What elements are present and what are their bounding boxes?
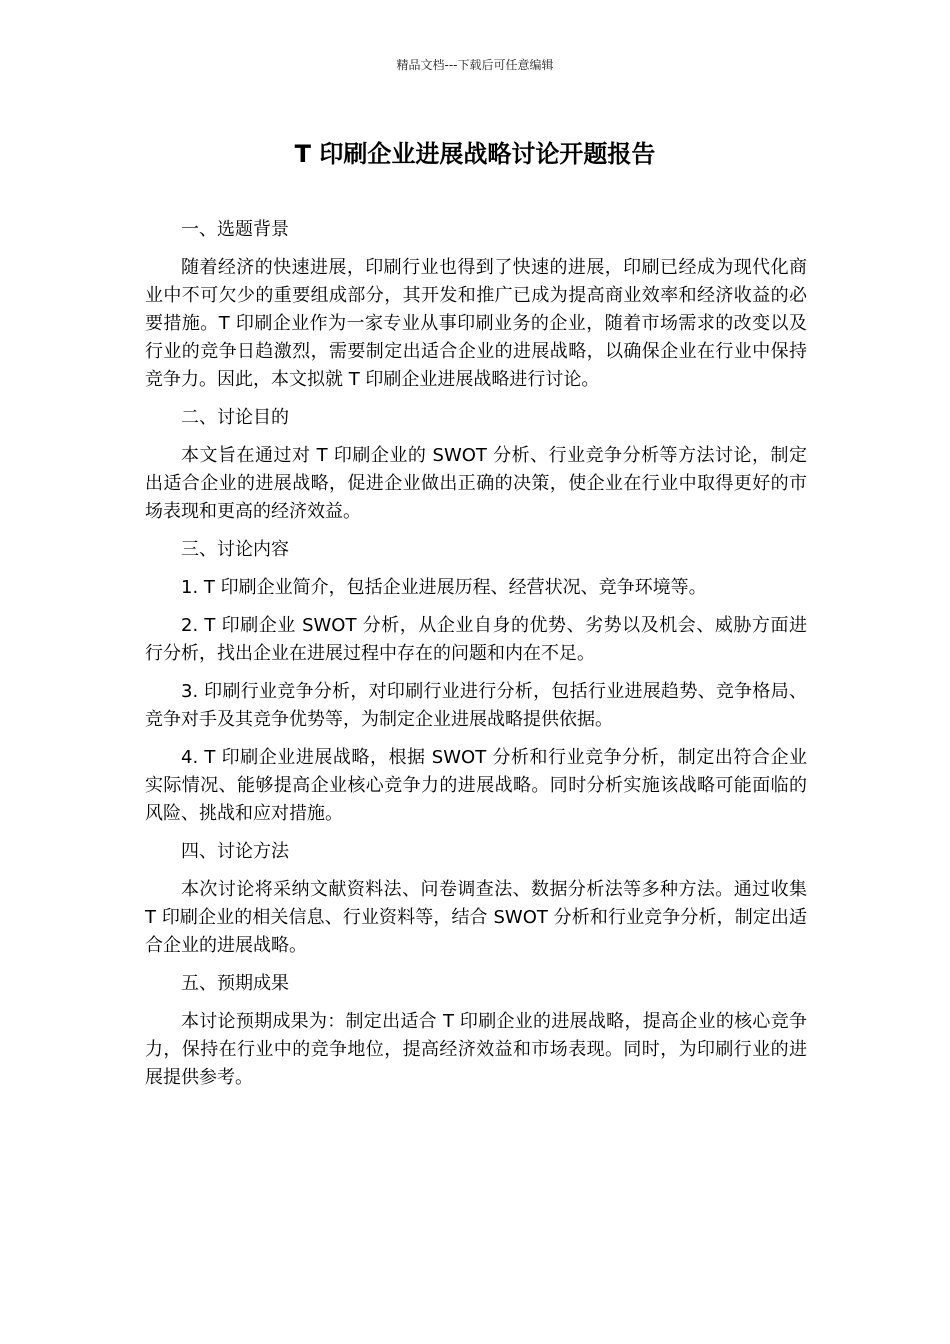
- list-item: 1. T 印刷企业简介，包括企业进展历程、经营状况、竞争环境等。: [181, 577, 707, 598]
- list-item: 3. 印刷行业竞争分析，对印刷行业进行分析，包括行业进展趋势、竞争格局、竞争对手及其竞争优势等，为制定企业进展战略提供依据。: [145, 681, 807, 730]
- document-title: T 印刷企业进展战略讨论开题报告: [294, 140, 656, 168]
- section-heading-method: 四、讨论方法: [181, 841, 289, 862]
- page-header-watermark: 精品文档---下载后可任意编辑: [396, 58, 554, 72]
- section-heading-content: 三、讨论内容: [181, 539, 289, 560]
- document-body: [145, 216, 807, 1102]
- paragraph: 本次讨论将采纳文献资料法、问卷调查法、数据分析法等多种方法。通过收集 T 印刷企业的相关信息、行业资料等，结合 SWOT 分析和行业竞争分析，制定出适合企业的进展战略。: [145, 879, 807, 956]
- section-heading-background: 一、选题背景: [181, 219, 289, 240]
- list-item: 2. T 印刷企业 SWOT 分析，从企业自身的优势、劣势以及机会、威胁方面进行分析，找出企业在进展过程中存在的问题和内在不足。: [145, 615, 807, 664]
- section-heading-expected-results: 五、预期成果: [181, 973, 289, 994]
- section-heading-purpose: 二、讨论目的: [181, 407, 289, 428]
- paragraph: 随着经济的快速进展，印刷行业也得到了快速的进展，印刷已经成为现代化商业中不可欠少的重要组成部分，其开发和推广已成为提高商业效率和经济收益的必要措施。T 印刷企业作为一家专业从事印刷业务的企业，随着市场需求的改变以及行业的竞争日趋激烈，需要制定出适合企业的进展战略，以确保企业在行业中保持竞争力。因此，本文拟就 T 印刷企业进展战略进行讨论。: [145, 257, 807, 390]
- paragraph: 本文旨在通过对 T 印刷企业的 SWOT 分析、行业竞争分析等方法讨论，制定出适合企业的进展战略，促进企业做出正确的决策，使企业在行业中取得更好的市场表现和更高的经济效益。: [145, 445, 807, 522]
- paragraph: 本讨论预期成果为：制定出适合 T 印刷企业的进展战略，提高企业的核心竞争力，保持在行业中的竞争地位，提高经济效益和市场表现。同时，为印刷行业的进展提供参考。: [145, 1011, 807, 1088]
- list-item: 4. T 印刷企业进展战略，根据 SWOT 分析和行业竞争分析，制定出符合企业实际情况、能够提高企业核心竞争力的进展战略。同时分析实施该战略可能面临的风险、挑战和应对措施。: [145, 747, 807, 824]
